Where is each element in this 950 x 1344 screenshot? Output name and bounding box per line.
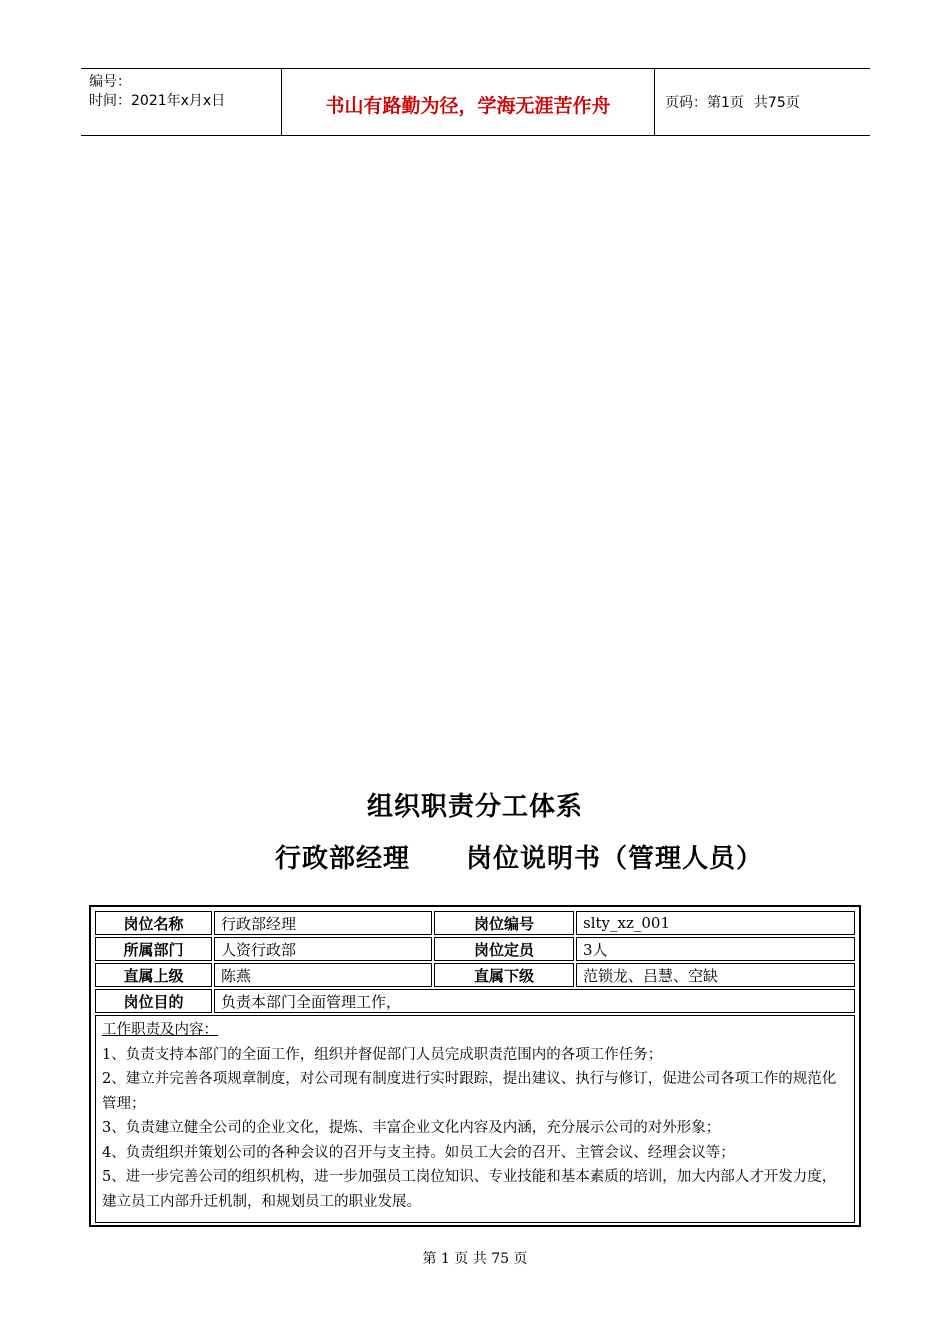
table-row	[95, 911, 855, 935]
position-name-value: 行政部经理	[214, 911, 432, 935]
document-subtitle	[275, 838, 763, 875]
duty-item: 4、负责组织并策划公司的各种会议的召开与支主持。如员工大会的召开、主管会议、经理会议等；	[102, 1144, 735, 1161]
duty-item: 5、进一步完善公司的组织机构，进一步加强员工岗位知识、专业技能和基本素质的培训，加大内部人才开发力度，建立员工内部升迁机制，和规划员工的职业发展。	[102, 1169, 837, 1210]
job-info-table	[93, 909, 857, 1015]
document-title: 组织职责分工体系	[366, 792, 583, 822]
supervisor-value: 陈燕	[214, 963, 432, 987]
headcount-label: 岗位定员	[434, 937, 574, 961]
table-row	[95, 989, 855, 1013]
document-number-label: 编号：	[89, 74, 131, 90]
headcount-value: 3人	[576, 937, 855, 961]
duties-heading: 工作职责及内容：	[102, 1022, 218, 1038]
document-date: 时间：2021年x月x日	[89, 93, 226, 109]
duty-item: 1、负责支持本部门的全面工作，组织并督促部门人员完成职责范围内的各项工作任务；	[102, 1046, 663, 1063]
position-name-label: 岗位名称	[95, 911, 212, 935]
duty-item: 2、建立并完善各项规章制度，对公司现有制度进行实时跟踪，提出建议、执行与修订，促进公司各项工作的规范化管理；	[102, 1071, 837, 1112]
page-header	[81, 68, 870, 136]
page-total: 共75页	[753, 95, 800, 111]
table-row	[95, 963, 855, 987]
duties-section	[95, 1015, 855, 1223]
page-number: 页码：第1页	[665, 95, 744, 111]
page-footer: 第 1 页 共 75 页	[422, 1251, 528, 1267]
duty-item: 3、负责建立健全公司的企业文化，提炼、丰富企业文化内容及内涵，充分展示公司的对外形象；	[102, 1120, 721, 1136]
subtitle-position: 行政部经理	[275, 844, 411, 874]
table-row	[95, 937, 855, 961]
header-left	[81, 69, 282, 135]
job-description-form	[89, 905, 861, 1227]
department-label: 所属部门	[95, 937, 212, 961]
header-motto: 书山有路勤为径，学海无涯苦作舟	[282, 69, 655, 135]
subtitle-doc-type: 岗位说明书（管理人员）	[466, 844, 764, 874]
subordinates-label: 直属下级	[434, 963, 574, 987]
purpose-label: 岗位目的	[95, 989, 212, 1013]
subordinates-value: 范锁龙、吕慧、空缺	[576, 963, 855, 987]
purpose-value: 负责本部门全面管理工作，	[214, 989, 855, 1013]
supervisor-label: 直属上级	[95, 963, 212, 987]
department-value: 人资行政部	[214, 937, 432, 961]
header-right	[655, 69, 870, 135]
position-code-label: 岗位编号	[434, 911, 574, 935]
position-code-value: slty_xz_001	[576, 911, 855, 935]
